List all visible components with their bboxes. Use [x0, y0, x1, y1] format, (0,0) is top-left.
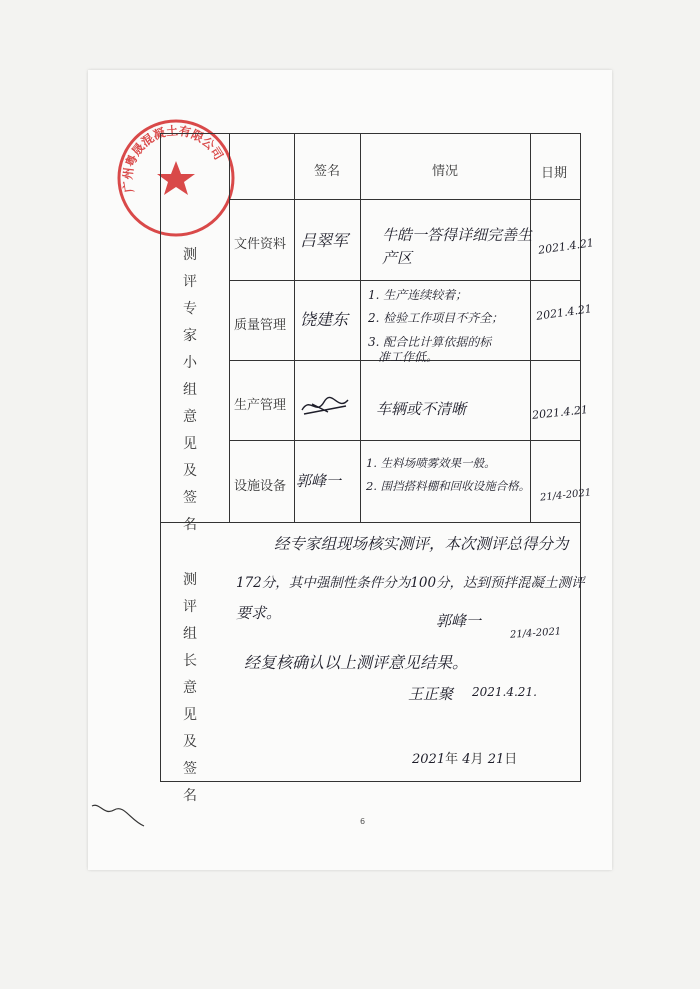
- row-category-quality: 质量管理: [234, 318, 287, 333]
- row-date-quality: 2021.4.21: [535, 302, 593, 323]
- svg-text:广州粤晟混凝土有限公司: 广州粤晟混凝土有限公司: [120, 123, 226, 194]
- row-category-facilities: 设施设备: [234, 479, 287, 494]
- row-category-production: 生产管理: [234, 398, 287, 413]
- header-signature: 签名: [314, 164, 341, 179]
- leader-signature-date: 21/4-2021: [509, 626, 562, 641]
- margin-scribble: [90, 800, 150, 830]
- row-situation-facilities-line1: 1. 生料场喷雾效果一般。: [366, 456, 496, 470]
- row-situation-documents-line2: 产区: [382, 249, 413, 267]
- leader-comment-line1: 经专家组现场核实测评，本次测评总得分为: [274, 535, 569, 553]
- row-signature-production: [298, 392, 352, 420]
- row-situation-facilities-line2: 2. 围挡搭料棚和回收设施合格。: [366, 479, 531, 493]
- leader-comment-line2: 172分，其中强制性条件分为100分，达到预拌混凝土测评: [236, 575, 585, 591]
- row-situation-quality-line4: 准工作低。: [378, 350, 439, 364]
- confirm-text: 经复核确认以上测评意见结果。: [244, 653, 469, 672]
- page-number: 6: [360, 817, 366, 826]
- row-signature-facilities: 郭峰一: [296, 472, 342, 490]
- leader-signature: 郭峰一: [436, 612, 482, 630]
- row-situation-quality-line2: 2. 检验工作项目不齐全；: [368, 311, 504, 325]
- row-situation-production: 车辆或不清晰: [376, 400, 467, 418]
- row-signature-documents: 吕翠军: [300, 231, 349, 250]
- row-date-documents: 2021.4.21: [537, 236, 595, 257]
- row-situation-documents-line1: 牛皓一答得详细完善生: [382, 226, 533, 244]
- row-situation-quality-line3: 3. 配合比计算依据的标: [368, 335, 492, 349]
- header-situation: 情况: [432, 164, 459, 179]
- row-category-documents: 文件资料: [234, 237, 287, 252]
- footer-date: 2021年 4月 21日: [412, 752, 518, 767]
- expert-section-label: 测评 专家 小组 意见 及 签名: [183, 247, 197, 533]
- row-signature-quality: 饶建东: [300, 310, 349, 329]
- row-date-facilities: 21/4-2021: [539, 487, 592, 504]
- row-situation-quality-line1: 1. 生产连续较着；: [368, 288, 468, 302]
- confirm-date: 2021.4.21.: [472, 685, 537, 699]
- confirm-signature: 王正聚: [408, 685, 454, 703]
- header-date: 日期: [541, 166, 568, 181]
- leader-comment-line3: 要求。: [236, 604, 282, 622]
- leader-section-label: 测评 组长 意见 及 签名: [183, 572, 197, 804]
- row-date-production: 2021.4.21: [531, 403, 589, 422]
